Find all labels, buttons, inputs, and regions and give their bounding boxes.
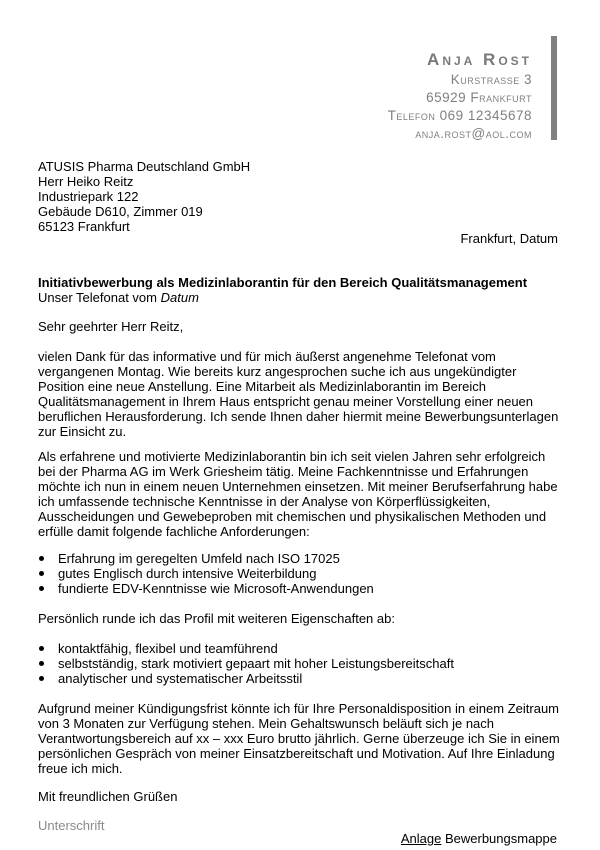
bullet-icon (39, 646, 44, 651)
bullet-icon (39, 556, 44, 561)
list-item: gutes Englisch durch intensive Weiterbildung (38, 566, 563, 581)
subject-subline-date: Datum (160, 290, 199, 305)
salutation: Sehr geehrter Herr Reitz, (38, 319, 184, 334)
bullet-icon (39, 571, 44, 576)
sender-street: Kurstrasse 3 (450, 72, 532, 87)
bullet-icon (39, 586, 44, 591)
sender-name: Anja Rost (427, 50, 532, 69)
recipient-building: Gebäude D610, Zimmer 019 (38, 204, 203, 219)
sender-email: anja.rost@aol.com (415, 126, 532, 141)
paragraph-intro: vielen Dank für das informative und für mich äußerst angenehme Telefonat vom vergangenen Montag. Wie bereits kurz angesprochen suche ich aus ungekündigter Position eine neue Anstellung. Eine Mitarbeit als Medizinlaborantin im Bereich Qualitätsmanagement in Ihrem Haus entspricht genau meiner Vorstellung einer neuen beruflichen Herausforderung. Ich sende Ihnen daher hiermit meine Bewerbungsunterlagen zur Einsicht zu. (38, 349, 559, 439)
sender-phone: Telefon 069 12345678 (387, 108, 532, 123)
sender-city: 65929 Frankfurt (426, 90, 532, 105)
paragraph-personal: Persönlich runde ich das Profil mit weiteren Eigenschaften ab: (38, 611, 395, 626)
paragraph-availability: Aufgrund meiner Kündigungsfrist könnte ich für Ihre Personaldisposition in einem Zeitraum von 3 Monaten zur Verfügung stehen. Mein Gehaltswunsch beläuft sich je nach Verantwortungsbereich auf xx – xxx Euro brutto jährlich. Gerne überzeuge ich Sie in einem persönlichen Gespräch von meiner Einsatzbereitschaft und Motivation. Auf Ihre Einladung freue ich mich. (38, 701, 560, 776)
signature-placeholder: Unterschrift (38, 818, 105, 833)
sender-block (388, 49, 532, 143)
closing: Mit freundlichen Grüßen (38, 789, 178, 804)
place-date: Frankfurt, Datum (460, 231, 558, 246)
recipient-street: Industriepark 122 (38, 189, 139, 204)
list-item: kontaktfähig, flexibel und teamführend (38, 641, 563, 656)
recipient-city: 65123 Frankfurt (38, 219, 130, 234)
list-item: analytischer und systematischer Arbeitsstil (38, 671, 563, 686)
bullet-icon (39, 676, 44, 681)
attachment-note (401, 831, 557, 846)
sender-accent-bar (551, 36, 557, 140)
attachment-label: Anlage (400, 831, 442, 846)
recipient-company: ATUSIS Pharma Deutschland GmbH (38, 159, 251, 174)
traits-list (38, 641, 563, 686)
subject-subline (38, 290, 527, 305)
attachment-value: Bewerbungsmappe (441, 831, 557, 846)
list-item: Erfahrung im geregelten Umfeld nach ISO 17025 (38, 551, 563, 566)
paragraph-experience: Als erfahrene und motivierte Medizinlaborantin bin ich seit vielen Jahren sehr erfolgreich bei der Pharma AG im Werk Griesheim tätig. Meine Fachkenntnisse und Erfahrungen möchte ich nun in einem neuen Unternehmen einsetzen. Mit meiner Berufserfahrung habe ich umfassende technische Kenntnisse in der Analyse von Körperflüssigkeiten, Ausscheidungen und Gewebeproben mit chemischen und physikalischen Methoden und erfülle damit folgende fachliche Anforderungen: (38, 449, 558, 539)
subject-line: Initiativbewerbung als Medizinlaborantin für den Bereich Qualitätsmanagement (38, 275, 528, 290)
bullet-icon (39, 661, 44, 666)
list-item: fundierte EDV-Kenntnisse wie Microsoft-Anwendungen (38, 581, 563, 596)
list-item: selbstständig, stark motiviert gepaart mit hoher Leistungsbereitschaft (38, 656, 563, 671)
subject-block (38, 275, 527, 305)
recipient-address (38, 159, 250, 234)
subject-subline-prefix: Unser Telefonat vom (38, 290, 161, 305)
skills-list (38, 551, 563, 596)
recipient-person: Herr Heiko Reitz (38, 174, 134, 189)
